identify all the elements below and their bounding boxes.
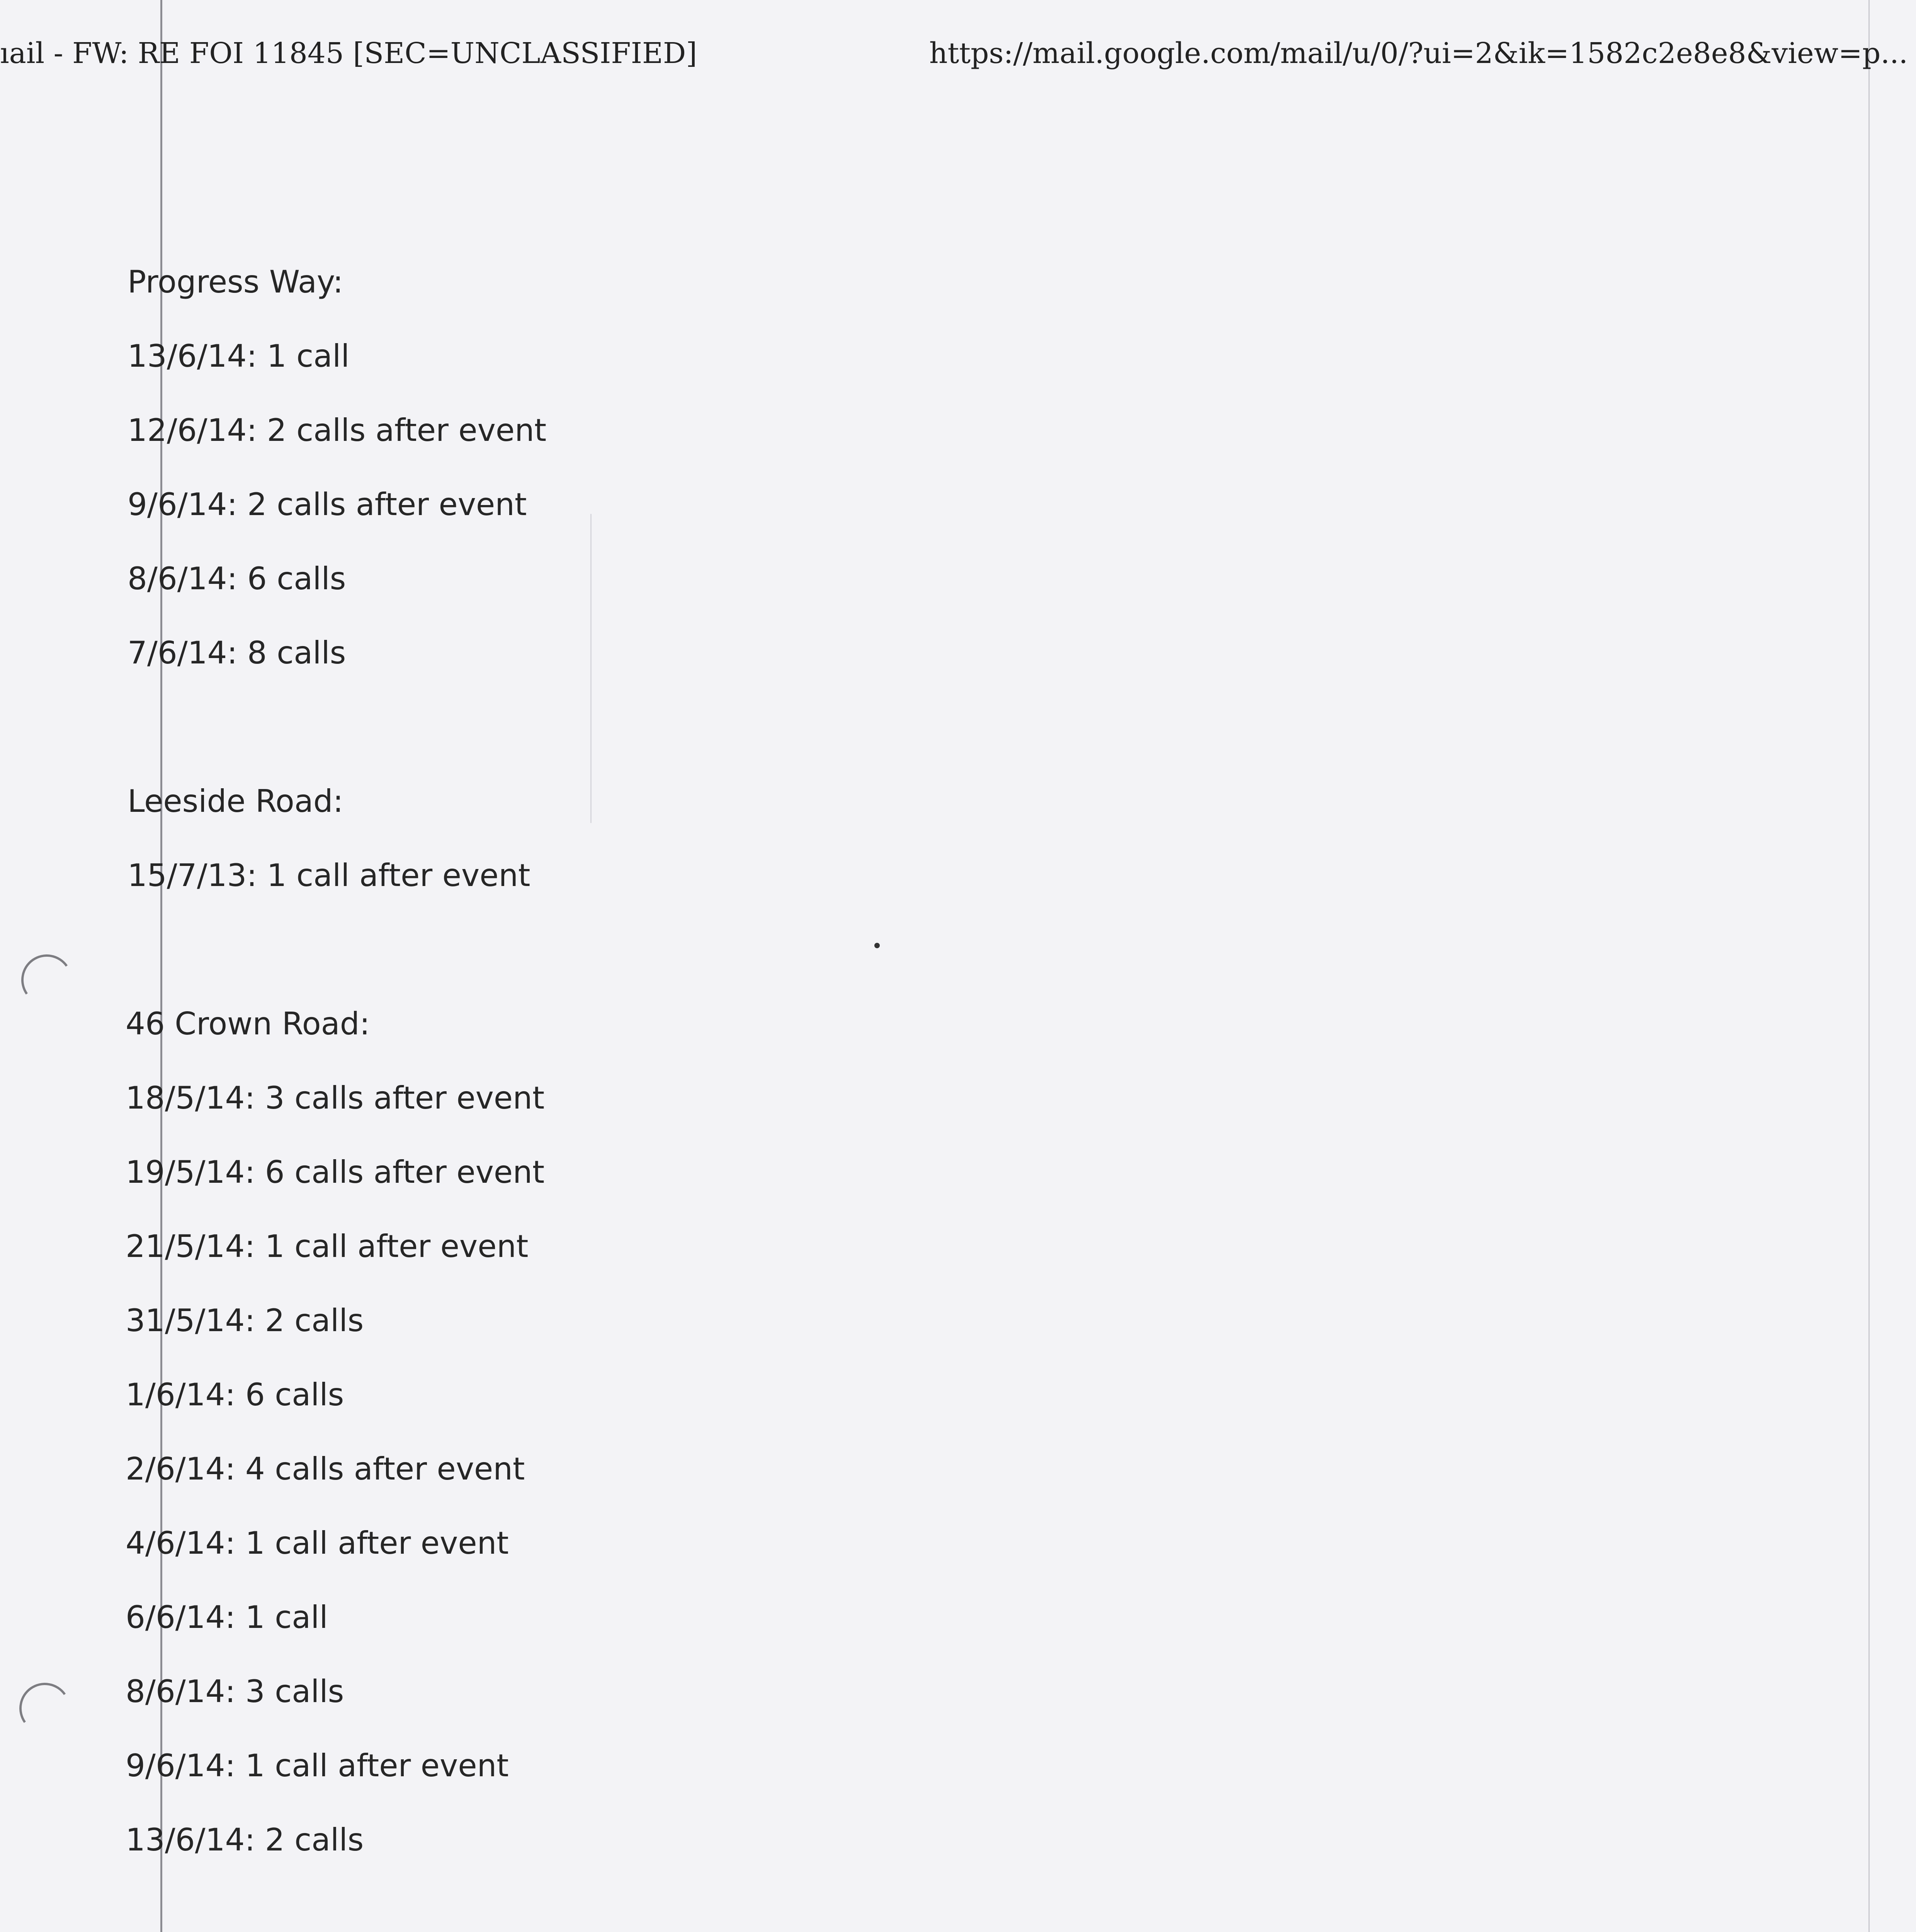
list-item: 12/6/14: 2 calls after event [128,412,547,448]
print-header-title: ıail - FW: RE FOI 11845 [SEC=UNCLASSIFIED] [0,37,697,70]
print-header-url: https://mail.google.com/mail/u/0/?ui=2&ik=1582c2e8e8&view=p... [929,37,1908,70]
list-item: 15/7/13: 1 call after event [128,857,530,893]
paper-fold-line [590,514,592,823]
list-item: 19/5/14: 6 calls after event [126,1154,545,1190]
section-heading-crown-road: 46 Crown Road: [126,1006,370,1042]
scan-speck [874,943,880,948]
section-heading-progress-way: Progress Way: [128,264,343,300]
list-item: 31/5/14: 2 calls [126,1303,364,1338]
list-item: 2/6/14: 4 calls after event [126,1451,525,1487]
list-item: 1/6/14: 6 calls [126,1377,344,1413]
list-item: 4/6/14: 1 call after event [126,1525,509,1561]
list-item: 13/6/14: 1 call [128,338,350,374]
section-heading-leeside-road: Leeside Road: [128,783,343,819]
list-item: 18/5/14: 3 calls after event [126,1080,545,1116]
punch-hole-upper [17,951,77,1010]
list-item: 8/6/14: 3 calls [126,1673,344,1709]
punch-hole-lower [15,1679,75,1738]
list-item: 7/6/14: 8 calls [128,635,346,671]
list-item: 8/6/14: 6 calls [128,561,346,597]
list-item: 6/6/14: 1 call [126,1599,328,1635]
list-item: 13/6/14: 2 calls [126,1822,364,1858]
list-item: 9/6/14: 1 call after event [126,1748,509,1784]
list-item: 9/6/14: 2 calls after event [128,486,527,522]
page-right-edge [1868,0,1870,1932]
list-item: 21/5/14: 1 call after event [126,1228,529,1264]
